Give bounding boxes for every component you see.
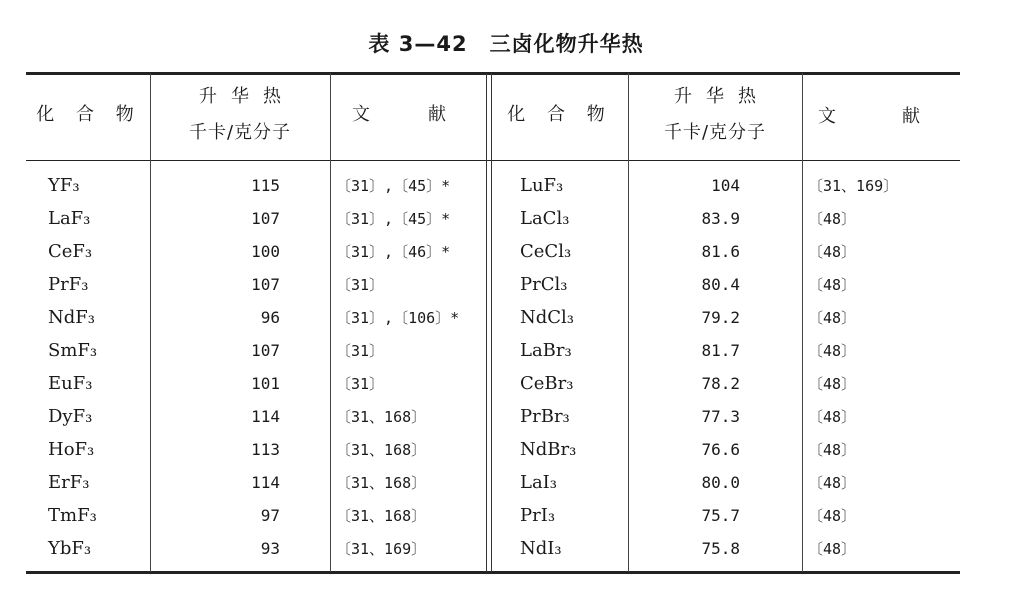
header-heat-label: 升华热 — [199, 86, 295, 107]
ref-left: 〔31〕 — [336, 375, 385, 393]
compound-left: SmF₃ — [48, 340, 98, 361]
header-heat-unit: 千卡/克分子 — [663, 122, 767, 143]
ref-left: 〔31、168〕 — [336, 441, 427, 459]
ref-right: 〔48〕 — [808, 342, 857, 360]
row-8 — [0, 438, 1012, 470]
compound-left: HoF₃ — [48, 439, 95, 460]
heat-right: 78.2 — [701, 374, 740, 393]
ref-left: 〔31〕 — [336, 342, 385, 360]
compound-right: CeBr₃ — [520, 373, 574, 394]
compound-left: DyF₃ — [48, 406, 93, 427]
heat-right: 77.3 — [701, 407, 740, 426]
row-6 — [0, 372, 1012, 404]
header-heat-unit: 千卡/克分子 — [188, 122, 292, 143]
compound-left: NdF₃ — [48, 307, 95, 328]
row-4 — [0, 306, 1012, 338]
ref-left: 〔31〕,〔106〕* — [336, 309, 460, 327]
compound-right: CeCl₃ — [520, 241, 572, 262]
compound-right: NdBr₃ — [520, 439, 577, 460]
header-rule — [26, 160, 960, 161]
ref-left: 〔31〕,〔45〕* — [336, 177, 451, 195]
heat-right: 75.7 — [701, 506, 740, 525]
row-10 — [0, 504, 1012, 536]
ref-left: 〔31〕,〔45〕* — [336, 210, 451, 228]
ref-right: 〔31、169〕 — [808, 177, 899, 195]
heat-left: 113 — [251, 440, 280, 459]
heat-right: 83.9 — [701, 209, 740, 228]
compound-left: LaF₃ — [48, 208, 91, 229]
ref-right: 〔48〕 — [808, 276, 857, 294]
compound-left: PrF₃ — [48, 274, 89, 295]
heat-left: 114 — [251, 407, 280, 426]
ref-right: 〔48〕 — [808, 474, 857, 492]
heat-left: 93 — [260, 539, 280, 558]
ref-left: 〔31、168〕 — [336, 474, 427, 492]
heat-left: 107 — [251, 275, 280, 294]
header-compound-right: 化 合 物 — [507, 104, 613, 125]
compound-left: CeF₃ — [48, 241, 93, 262]
row-1 — [0, 207, 1012, 239]
ref-left: 〔31、169〕 — [336, 540, 427, 558]
row-2 — [0, 240, 1012, 272]
heat-left: 101 — [251, 374, 280, 393]
heat-right: 75.8 — [701, 539, 740, 558]
header-reference-right: 文 献 — [818, 106, 944, 127]
row-5 — [0, 339, 1012, 371]
compound-left: ErF₃ — [48, 472, 90, 493]
row-7 — [0, 405, 1012, 437]
ref-right: 〔48〕 — [808, 375, 857, 393]
header-reference-left: 文 献 — [352, 104, 466, 125]
compound-right: PrBr₃ — [520, 406, 570, 427]
heat-left: 114 — [251, 473, 280, 492]
ref-right: 〔48〕 — [808, 507, 857, 525]
row-11 — [0, 537, 1012, 569]
heat-left: 100 — [251, 242, 280, 261]
ref-left: 〔31、168〕 — [336, 507, 427, 525]
ref-right: 〔48〕 — [808, 243, 857, 261]
row-0 — [0, 174, 1012, 206]
compound-right: LuF₃ — [520, 175, 564, 196]
heat-right: 81.7 — [701, 341, 740, 360]
ref-right: 〔48〕 — [808, 309, 857, 327]
bottom-rule — [26, 571, 960, 574]
compound-left: YF₃ — [48, 175, 80, 196]
heat-right: 80.0 — [701, 473, 740, 492]
compound-right: LaCl₃ — [520, 208, 570, 229]
heat-right: 81.6 — [701, 242, 740, 261]
heat-left: 96 — [260, 308, 280, 327]
header-heat-label: 升华热 — [674, 86, 770, 107]
compound-right: NdI₃ — [520, 538, 562, 559]
header-heat-right — [630, 86, 800, 144]
ref-right: 〔48〕 — [808, 408, 857, 426]
ref-right: 〔48〕 — [808, 540, 857, 558]
top-rule — [26, 72, 960, 75]
compound-left: EuF₃ — [48, 373, 93, 394]
ref-right: 〔48〕 — [808, 210, 857, 228]
heat-right: 76.6 — [701, 440, 740, 459]
compound-right: NdCl₃ — [520, 307, 575, 328]
heat-right: 79.2 — [701, 308, 740, 327]
heat-right: 80.4 — [701, 275, 740, 294]
header-heat-left — [152, 86, 328, 144]
compound-right: LaI₃ — [520, 472, 558, 493]
table-title: 表 3—42 三卤化物升华热 — [368, 32, 644, 56]
ref-right: 〔48〕 — [808, 441, 857, 459]
ref-left: 〔31〕 — [336, 276, 385, 294]
compound-left: YbF₃ — [48, 538, 92, 559]
row-3 — [0, 273, 1012, 305]
compound-right: PrCl₃ — [520, 274, 568, 295]
row-9 — [0, 471, 1012, 503]
ref-left: 〔31〕,〔46〕* — [336, 243, 451, 261]
compound-left: TmF₃ — [48, 505, 97, 526]
heat-left: 97 — [260, 506, 280, 525]
ref-left: 〔31、168〕 — [336, 408, 427, 426]
compound-right: LaBr₃ — [520, 340, 572, 361]
heat-left: 107 — [251, 341, 280, 360]
heat-right: 104 — [711, 176, 740, 195]
header-compound-left: 化 合 物 — [36, 104, 142, 125]
heat-left: 107 — [251, 209, 280, 228]
compound-right: PrI₃ — [520, 505, 556, 526]
heat-left: 115 — [251, 176, 280, 195]
